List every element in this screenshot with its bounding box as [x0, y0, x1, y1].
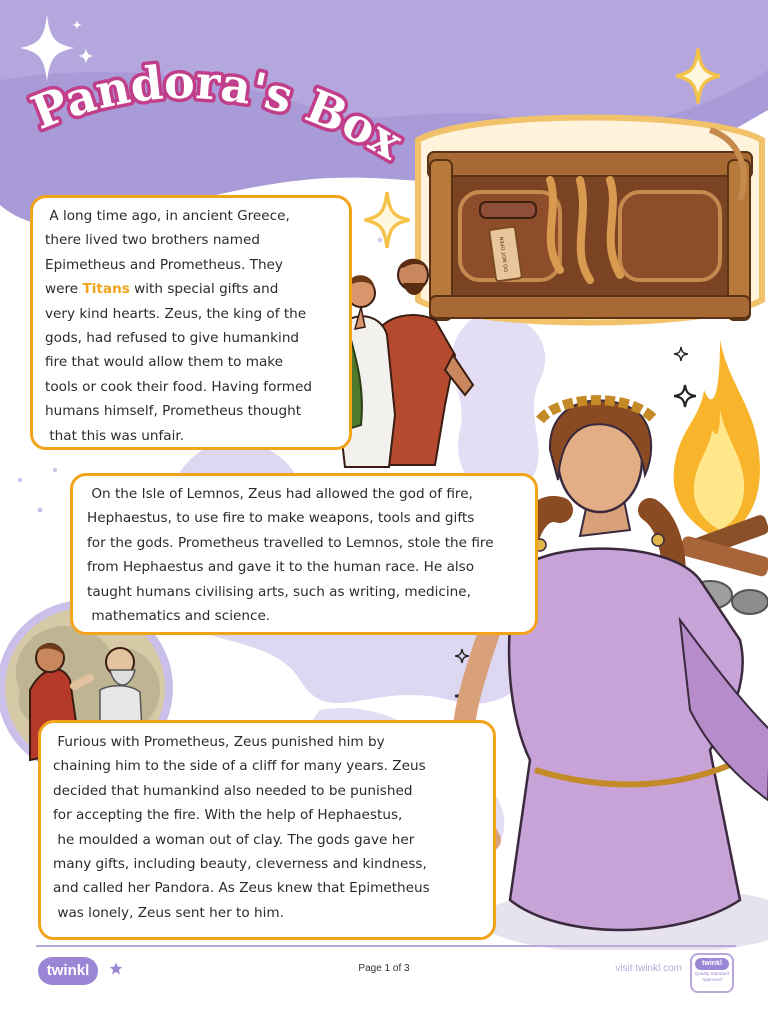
text-line: mathematics and science. — [91, 608, 271, 625]
text-box-intro — [30, 195, 352, 450]
text-line: for accepting the fire. With the help of Hephaestus, — [53, 807, 403, 824]
badge-title: twinkl — [695, 958, 729, 970]
text-line: taught humans civilising arts, such as writing, medicine, — [87, 583, 471, 600]
quality-badge — [690, 953, 734, 993]
text-line: Hephaestus, to use fire to make weapons, tools and gifts — [87, 510, 475, 527]
chest-tag: DO NOT OPEN — [499, 236, 511, 273]
sparkle-icon — [364, 192, 410, 248]
title-text: Pandora's Box — [24, 60, 412, 170]
text-line: and called her Pandora. As Zeus knew that Epimetheus — [53, 880, 430, 897]
sparkle-icon — [78, 48, 94, 64]
keyword-titans: Titans — [82, 281, 130, 298]
text-line: A long time ago, in ancient Greece, — [49, 208, 290, 224]
text-line: Furious with Prometheus, Zeus punished him by — [57, 734, 385, 750]
badge-subtitle: Quality Standard Approved — [694, 971, 730, 982]
text-line: from Hephaestus and gave it to the human race. He also — [87, 559, 475, 576]
text-line: Epimetheus and Prometheus. They — [45, 256, 283, 273]
text-box-lemnos — [70, 473, 538, 635]
text-line: decided that humankind also needed to be punished — [53, 782, 413, 799]
text-line: very kind hearts. Zeus, the king of the — [45, 305, 307, 322]
text-line: gods, had refused to give humankind — [45, 330, 300, 347]
text-line: for the gods. Prometheus travelled to Lemnos, stole the fire — [87, 534, 494, 551]
visit-link[interactable]: visit twinkl.com — [615, 963, 682, 974]
text-line: that this was unfair. — [49, 427, 185, 444]
svg-text:Pandora's Box — [24, 60, 412, 170]
twinkl-logo: twinkl — [38, 957, 98, 985]
text-line: humans himself, Prometheus thought — [45, 403, 302, 420]
text-line: fire that would allow them to make — [45, 354, 284, 371]
star-icon — [108, 961, 124, 977]
sparkle-icon — [72, 20, 82, 30]
text-line: he moulded a woman out of clay. The gods gave her — [57, 831, 415, 848]
text-line: were Titans with special gifts and — [45, 281, 279, 298]
footer-divider — [36, 945, 736, 947]
text-line: chaining him to the side of a cliff for many years. Zeus — [53, 758, 426, 775]
text-line: was lonely, Zeus sent her to him. — [57, 904, 284, 921]
text-line: On the Isle of Lemnos, Zeus had allowed the god of fire, — [91, 486, 473, 502]
text-line: there lived two brothers named — [45, 232, 260, 249]
sparkle-icon — [20, 14, 74, 82]
text-line: many gifts, including beauty, cleverness and kindness, — [53, 856, 427, 873]
text-line: tools or cook their food. Having formed — [45, 378, 312, 395]
sparkle-icon — [676, 48, 720, 104]
page-number: Page 1 of 3 — [358, 963, 410, 974]
text-box-punishment — [38, 720, 496, 940]
